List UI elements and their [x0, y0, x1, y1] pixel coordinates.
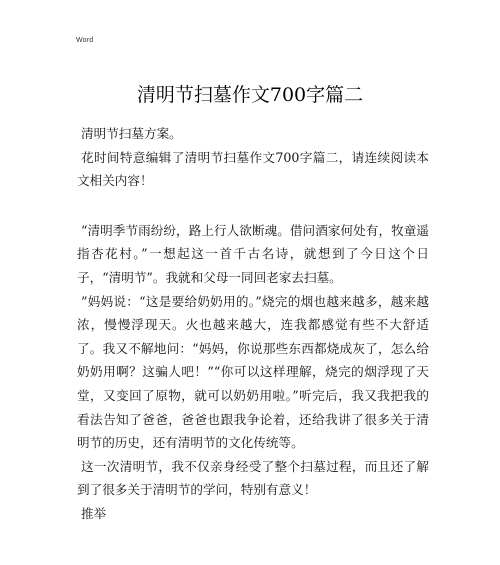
paragraph-story: ”妈妈说：“这是要给奶奶用的。”烧完的烟也越来越多，越来越浓，慢慢浮现天。火也越来越大，连我都感觉有些不大舒适了。我又不解地问：“妈妈，你说那些东西都烧成灰了，怎么给奶奶用啊？这骗人吧！”“你可以这样理解，烧完的烟浮现了天堂，又变回了原物，就可以奶奶用啦。”听完后，我又我把我的看法告知了爸爸，爸爸也跟我争论着，还给我讲了很多关于清明节的历史，还有清明节的文化传统等。 [77, 293, 429, 451]
paragraph-conclusion: 这一次清明节，我不仅亲身经受了整个扫墓过程，而且还了解到了很多关于清明节的学问，特别有意义！ [77, 458, 429, 498]
paragraph-intro: 清明节扫墓方案。 [81, 126, 182, 141]
document-title: 清明节扫墓作文700字篇二 [136, 84, 364, 106]
document-header-label: Word [76, 37, 94, 44]
paragraph-spacer [77, 193, 429, 219]
paragraph-editor-note: 花时间特意编辑了清明节扫墓作文700字篇二，请连续阅读本文相关内容！ [77, 149, 429, 189]
paragraph-poem: “清明季节雨纷纷，路上行人欲断魂。借问酒家何处有，牧童遥指杏花村。”一想起这一首千古名诗，就想到了今日这个日子，“清明节”。我就和父母一同回老家去扫墓。 [77, 222, 429, 285]
paragraph-recommend: 推举 [81, 505, 107, 521]
document-body [77, 122, 429, 526]
